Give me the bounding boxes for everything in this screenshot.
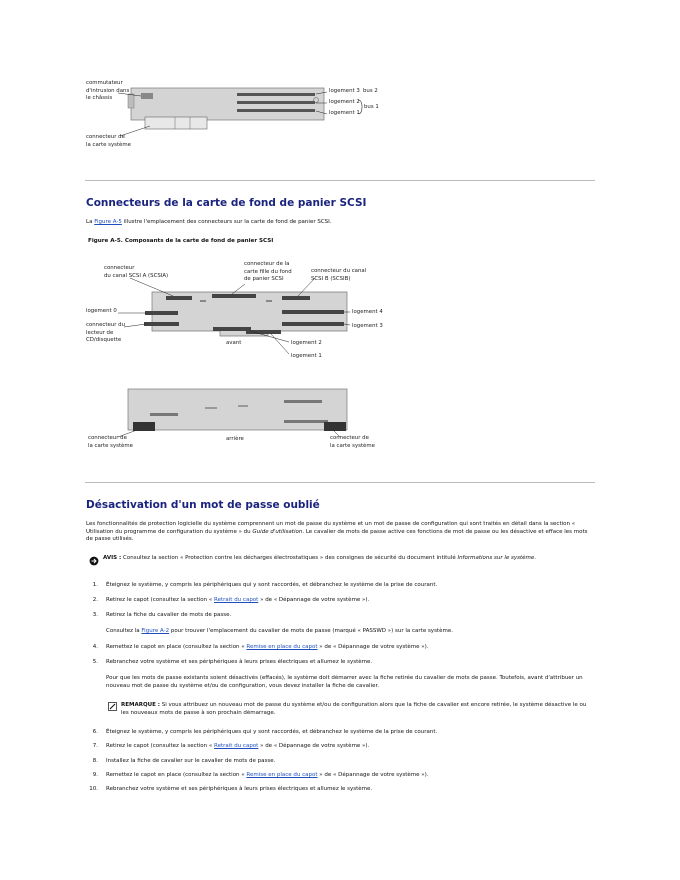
back-left-connector-label: connecteur de la carte système <box>88 435 133 449</box>
connector-daughter-card <box>212 294 256 298</box>
step-8-text: Installez la fiche de cavalier sur le cavalier de mots de passe. <box>106 758 276 764</box>
step-number: 1. <box>92 582 98 588</box>
step-2-post: » de « Dépannage de votre système »). <box>258 597 370 603</box>
slot-0-label: logement 0 <box>86 308 117 314</box>
back-right-system-connector <box>324 422 346 431</box>
system-board-connector-label: connecteur de la carte système <box>86 134 131 148</box>
slot-1-label: logement 1 <box>329 110 360 116</box>
connector-slot-4 <box>282 310 344 314</box>
back-right-connector-label: connecteur de la carte système <box>330 435 375 449</box>
notice-icon <box>89 556 99 566</box>
scsi-a-label: connecteur du canal SCSI A (SCSIA) <box>104 265 169 279</box>
slot-2-label: logement 2 <box>329 99 360 105</box>
intrusion-switch-label: commutateur d'intrusion dans le châssis <box>86 80 130 101</box>
notice-text: Consultez la section « Protection contre les décharges électrostatiques » des consignes de sécurité du document intitulé <box>121 555 458 561</box>
figure-caption: Figure A-5. Composants de la carte de fond de panier SCSI <box>88 238 274 244</box>
notice-title: AVIS : <box>103 555 122 561</box>
section2-intro <box>86 521 596 544</box>
figure-a5-link[interactable]: Figure A-5 <box>94 219 122 225</box>
back-label: arrière <box>226 436 244 442</box>
remise-en-place-du-capot-link[interactable]: Remise en place du capot <box>246 644 318 650</box>
step-5-detail: Pour que les mots de passe existants soient désactivés (effacés), le système doit démarrer avec la fiche retirée du cavalier de mots de passe. Toutefois, avant d'attribuer un nouveau mot de passe du système et/ou de configuration, vous devez installer la fiche de cavalier. <box>106 675 583 689</box>
step-9-text <box>106 772 596 780</box>
step-4-text <box>106 644 596 652</box>
connector-scsi-b <box>282 296 310 300</box>
retrait-du-capot-link[interactable]: Retrait du capot <box>214 597 259 603</box>
step-3-detail-post: pour trouver l'emplacement du cavalier de mots de passe (marqué « PASSWD ») sur la carte système. <box>169 628 453 634</box>
intro-end: . Le cavalier de mots de passe active ces fonctions de mot de passe ou les désactive et efface les mots de passe utilisés. <box>86 528 588 543</box>
step-5-text: Rebranchez votre système et ses périphériques à leurs prises électriques et allumez le système. <box>106 659 373 665</box>
step-2-text <box>106 597 596 605</box>
notice-box <box>103 555 593 563</box>
connector-slot-0 <box>145 311 178 315</box>
connector-scsi-a <box>166 296 192 300</box>
notice-end: . <box>534 555 537 561</box>
step-4-post: » de « Dépannage de votre système »). <box>317 644 429 650</box>
step-number: 5. <box>92 659 98 665</box>
scsi-backplane-figure <box>0 0 680 300</box>
note-text: Si vous attribuez un nouveau mot de passe du système et/ou de configuration alors que la fiche de cavalier est encore retirée, le système désactive le ou les nouveaux mots de passe à son prochain démarrage. <box>121 702 587 716</box>
step-2-pre: Retirez le capot (consultez la section « <box>106 597 215 603</box>
connector-cd-floppy <box>144 322 179 326</box>
notice-doc-title: Informations sur le système <box>457 555 535 561</box>
step-4-pre: Remettez le capot en place (consultez la section « <box>106 644 247 650</box>
step-number: 8. <box>92 758 98 764</box>
connector-slot-1 <box>246 330 281 334</box>
step-9-pre: Remettez le capot en place (consultez la section « <box>106 772 247 778</box>
section-title-forgotten-password: Désactivation d'un mot de passe oublié <box>86 499 320 511</box>
retrait-du-capot-link[interactable]: Retrait du capot <box>214 743 259 749</box>
step-3-detail-pre: Consultez la <box>106 628 142 634</box>
note-title: REMARQUE : <box>121 702 160 708</box>
backplane-back-board <box>128 389 347 430</box>
slot-3-label: logement 3 <box>329 88 360 94</box>
cd-floppy-label: connecteur du lecteur de CD/disquette <box>86 322 125 343</box>
slot-1-label-scsi: logement 1 <box>291 353 322 359</box>
intro-guide-title: Guide d'utilisation <box>252 528 303 535</box>
step-7-text <box>106 743 596 751</box>
slot-3-label-scsi: logement 3 <box>352 323 383 329</box>
step-3-text: Retirez la fiche du cavalier de mots de passe. <box>106 612 232 618</box>
connector-slot-3 <box>282 322 344 326</box>
step-number: 9. <box>92 772 98 778</box>
daughter-card-label: connecteur de la carte fille du fond de panier SCSI <box>244 261 292 282</box>
connector-slot-2 <box>213 327 251 331</box>
remise-en-place-du-capot-link[interactable]: Remise en place du capot <box>246 772 318 778</box>
step-9-post: » de « Dépannage de votre système »). <box>317 772 429 778</box>
step-number: 7. <box>92 743 98 749</box>
step-7-pre: Retirez le capot (consultez la section « <box>106 743 215 749</box>
section-title-scsi-backplane: Connecteurs de la carte de fond de panier SCSI <box>86 197 367 209</box>
note-icon <box>108 702 118 712</box>
bus-2-label: bus 2 <box>363 88 378 94</box>
step-number: 4. <box>92 644 98 650</box>
scsi-b-label: connecteur du canal SCSI B (SCSIB) <box>311 268 367 282</box>
note-box <box>121 702 591 717</box>
step-3-detail <box>106 628 596 636</box>
intro-before: La <box>86 219 95 225</box>
slot-2-label-scsi: logement 2 <box>291 340 322 346</box>
step-number: 3. <box>92 612 98 618</box>
front-label: avant <box>226 340 242 346</box>
step-6-text: Éteignez le système, y compris les périphériques qui y sont raccordés, et débranchez le système de la prise de courant. <box>106 729 438 735</box>
intro-after: illustre l'emplacement des connecteurs sur la carte de fond de panier SCSI. <box>121 219 332 225</box>
step-number: 6. <box>92 729 98 735</box>
divider <box>85 482 595 483</box>
step-number: 2. <box>92 597 98 603</box>
intro-text: Les fonctionnalités de protection logicielle du système comprennent un mot de passe du système et un mot de passe de configuration qui sont traités en détail dans la section « Utilisation du programme de configuration du système » du <box>86 521 576 535</box>
figure-a2-link[interactable]: Figure A-2 <box>141 628 170 634</box>
step-10-text: Rebranchez votre système et ses périphériques à leurs prises électriques et allumez le système. <box>106 786 373 792</box>
back-left-system-connector <box>133 422 155 431</box>
slot-4-label: logement 4 <box>352 309 383 315</box>
step-7-post: » de « Dépannage de votre système »). <box>258 743 370 749</box>
bus-1-label: bus 1 <box>364 104 379 110</box>
step-number: 10. <box>89 786 98 792</box>
step-1-text: Éteignez le système, y compris les périphériques qui y sont raccordés, et débranchez le système de la prise de courant. <box>106 582 438 588</box>
